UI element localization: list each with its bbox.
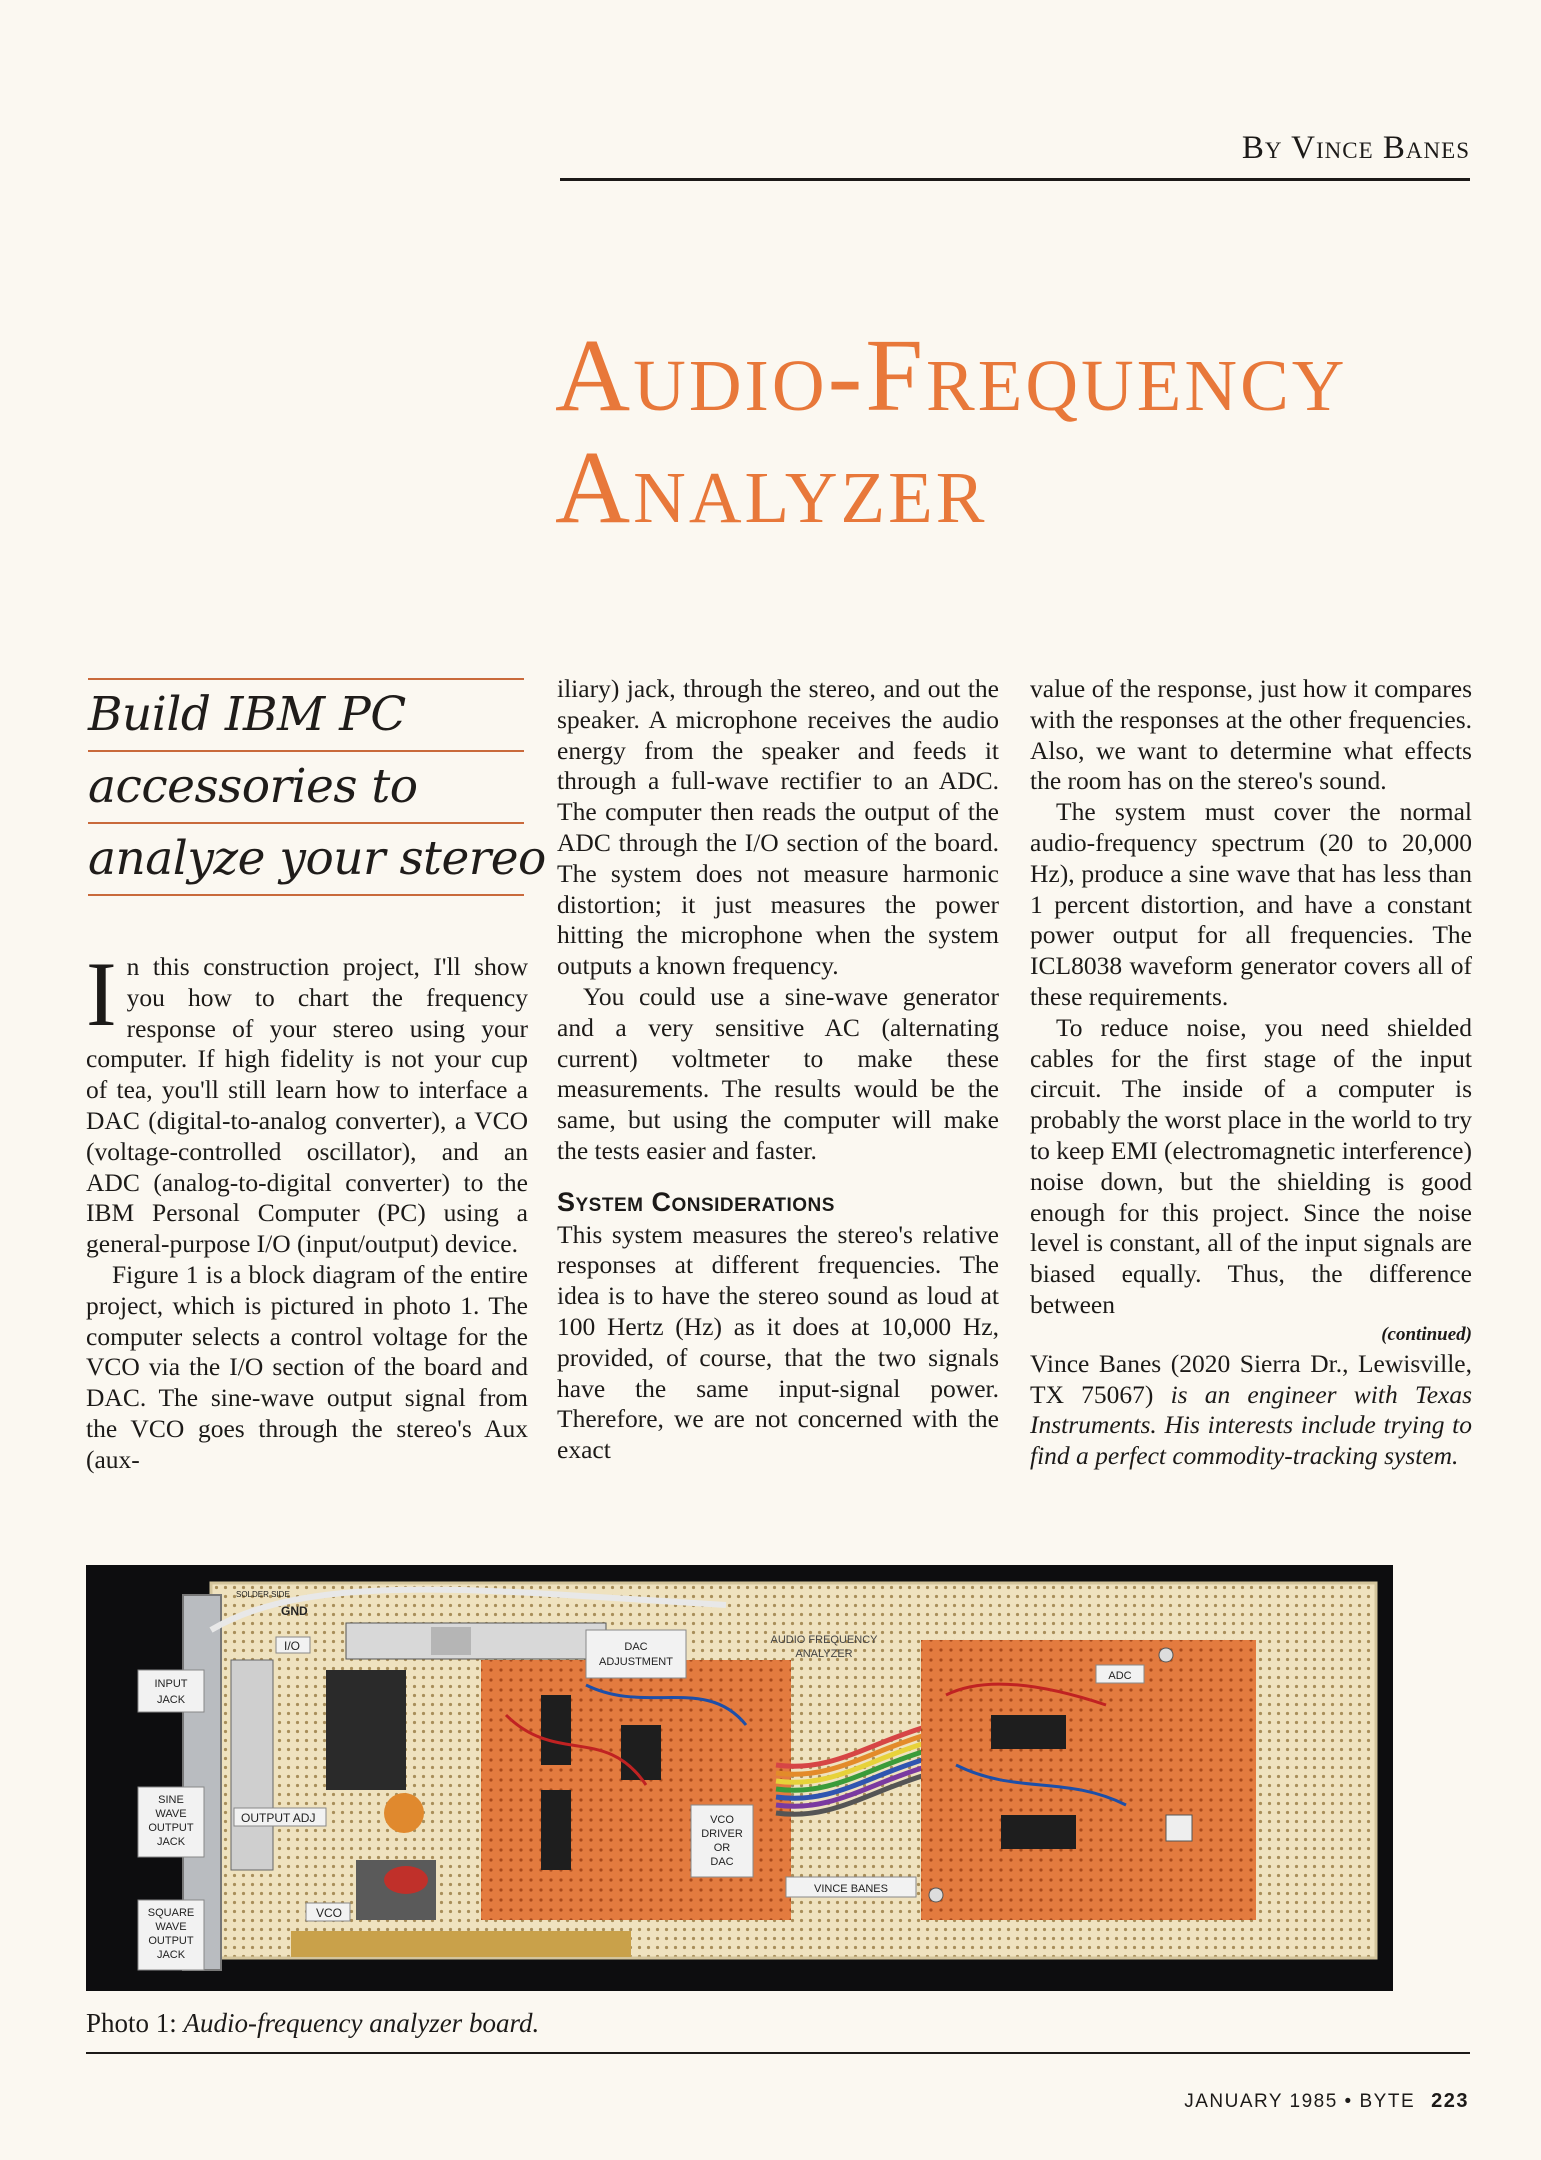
- photo-label-line: JACK: [156, 1694, 186, 1706]
- author-bio: [1030, 1349, 1472, 1472]
- photo-label-io: I/O: [284, 1639, 301, 1653]
- column-3: [1030, 674, 1472, 1472]
- photo-label-line: WAVE: [155, 1921, 187, 1933]
- page-footer: [1184, 2090, 1469, 2113]
- photo-caption: [86, 2008, 539, 2039]
- edge-connector: [291, 1931, 631, 1957]
- paragraph: The system must cover the normal audio-frequency spectrum (20 to 20,000 Hz), produce a sine wave that has less than 1 percent distortion, and have a constant power output for all frequencies. The ICL8038 waveform generator covers all of these requirements.: [1030, 797, 1472, 1011]
- paragraph-intro: [86, 943, 528, 1260]
- drop-cap: I: [86, 943, 117, 1045]
- photo-label-line: WAVE: [155, 1808, 187, 1820]
- deck-line-3: analyze your stereo: [88, 831, 546, 886]
- photo-label-line: DRIVER: [701, 1828, 743, 1840]
- adc-board: [921, 1640, 1256, 1920]
- column-1: [86, 943, 528, 1476]
- photo-label-line: SQUARE: [147, 1907, 195, 1919]
- footer-issue: JANUARY 1985 • BYTE: [1184, 2091, 1416, 2112]
- byline-rule: [560, 178, 1470, 181]
- photo-label-line: OUTPUT: [148, 1935, 194, 1947]
- footer-rule: [86, 2052, 1470, 2054]
- paragraph: This system measures the stereo's relative responses at different frequencies. The idea is to have the stereo sound as loud at 100 Hertz (Hz) as it does at 10,000 Hz, provided, of course, that the two signals have the same input-signal power. Therefore, we are not concerned with the exact: [557, 1219, 999, 1465]
- photo-label-line: INPUT: [154, 1678, 188, 1690]
- photo-label-line: DAC: [710, 1856, 734, 1868]
- bio-name: Vince Banes: [1030, 1348, 1162, 1378]
- section-heading: System Considerations: [557, 1186, 835, 1217]
- photo-label-vince-banes: VINCE BANES: [814, 1883, 888, 1895]
- paragraph: value of the response, just how it compares with the responses at the other frequencies. Also, we want to determine what effects the room has on the stereo's sound.: [1030, 674, 1472, 796]
- photo-label-solder-side: SOLDER SIDE: [236, 1590, 290, 1599]
- photo-label-line: OUTPUT: [148, 1822, 194, 1834]
- title-line-2: Analyzer: [555, 430, 988, 545]
- paragraph-text: n this construction project, I'll show you how to chart the frequency response of your stereo using your computer. If high fidelity is not your cup of tea, you'll still learn how to interface a DAC (digital-to-analog converter), a VCO (voltage-controlled oscillator), and an ADC (analog-to-digital converter) to the IBM Personal Computer (PC) using a general-purpose I/O (input/output) device.: [86, 952, 528, 1259]
- label-vco-driver: [691, 1805, 753, 1877]
- dac-board: [481, 1660, 791, 1920]
- page-number: 223: [1431, 2090, 1469, 2112]
- continued-note: (continued): [1381, 1323, 1472, 1345]
- photo-label-line: ADJUSTMENT: [599, 1656, 673, 1668]
- photo-label-line: ANALYZER: [795, 1648, 853, 1660]
- title-line-1: Audio-Frequency: [555, 318, 1348, 433]
- column-2: [557, 674, 999, 1466]
- photo-label-line: DAC: [624, 1641, 648, 1653]
- caption-label: Photo 1:: [86, 2008, 184, 2038]
- caption-text: Audio-frequency analyzer board.: [183, 2008, 540, 2038]
- article-title: [555, 320, 1515, 544]
- photo-label-line: AUDIO FREQUENCY: [770, 1634, 878, 1646]
- paragraph: You could use a sine-wave generator and a very sensitive AC (alternating current) voltmeter to make these measurements. The results would be the same, but using the computer will make the tests easier and faster.: [557, 981, 999, 1165]
- bio-text: is an engineer with Texas Instruments. His interests include trying to find a perfect commodity-tracking system.: [1030, 1379, 1472, 1471]
- deck: [88, 678, 546, 896]
- photo-label-vco: VCO: [316, 1906, 343, 1920]
- label-sine-wave-jack: [138, 1787, 204, 1857]
- deck-rule: [88, 894, 524, 896]
- photo-label-output-adj: OUTPUT ADJ: [241, 1811, 316, 1825]
- board-photo: [86, 1565, 1393, 1991]
- photo-label-line: JACK: [156, 1949, 186, 1961]
- bio-address: (2020 Sierra Dr., Lewisville, TX 75067): [1030, 1348, 1472, 1409]
- photo-label-adc: ADC: [1108, 1670, 1132, 1682]
- paragraph: Figure 1 is a block diagram of the entire project, which is pictured in photo 1. The computer selects a control voltage for the VCO via the I/O section of the board and DAC. The sine-wave output signal from the VCO goes through the stereo's Aux (aux-: [86, 1259, 528, 1474]
- photo-label-gnd: GND: [281, 1604, 308, 1618]
- photo-label-line: JACK: [156, 1836, 186, 1848]
- label-dac-adjustment: [586, 1630, 686, 1678]
- photo-label-line: OR: [713, 1842, 731, 1854]
- deck-line-1: Build IBM PC: [88, 687, 406, 742]
- photo-label-line: VCO: [710, 1814, 734, 1826]
- deck-line-2: accessories to: [88, 759, 418, 814]
- byline: By Vince Banes: [1241, 130, 1470, 166]
- label-square-wave-jack: [138, 1900, 204, 1970]
- label-input-jack: [138, 1670, 204, 1712]
- paragraph: iliary) jack, through the stereo, and out the speaker. A microphone receives the audio energy from the speaker and feeds it through a full-wave rectifier to an ADC. The computer then reads the output of the ADC through the I/O section of the board. The system does not measure harmonic distortion; it just measures the power hitting the microphone when the system outputs a known frequency.: [557, 674, 999, 981]
- photo-label-line: SINE: [158, 1794, 184, 1806]
- paragraph: To reduce noise, you need shielded cables for the first stage of the input circuit. The inside of a computer is probably the worst place in the world to try to keep EMI (electromagnetic interference) noise down, but the shielding is good enough for this project. Since the noise level is constant, all of the input signals are biased equally. Thus, the difference between: [1030, 1012, 1472, 1319]
- jack-block: [231, 1660, 273, 1870]
